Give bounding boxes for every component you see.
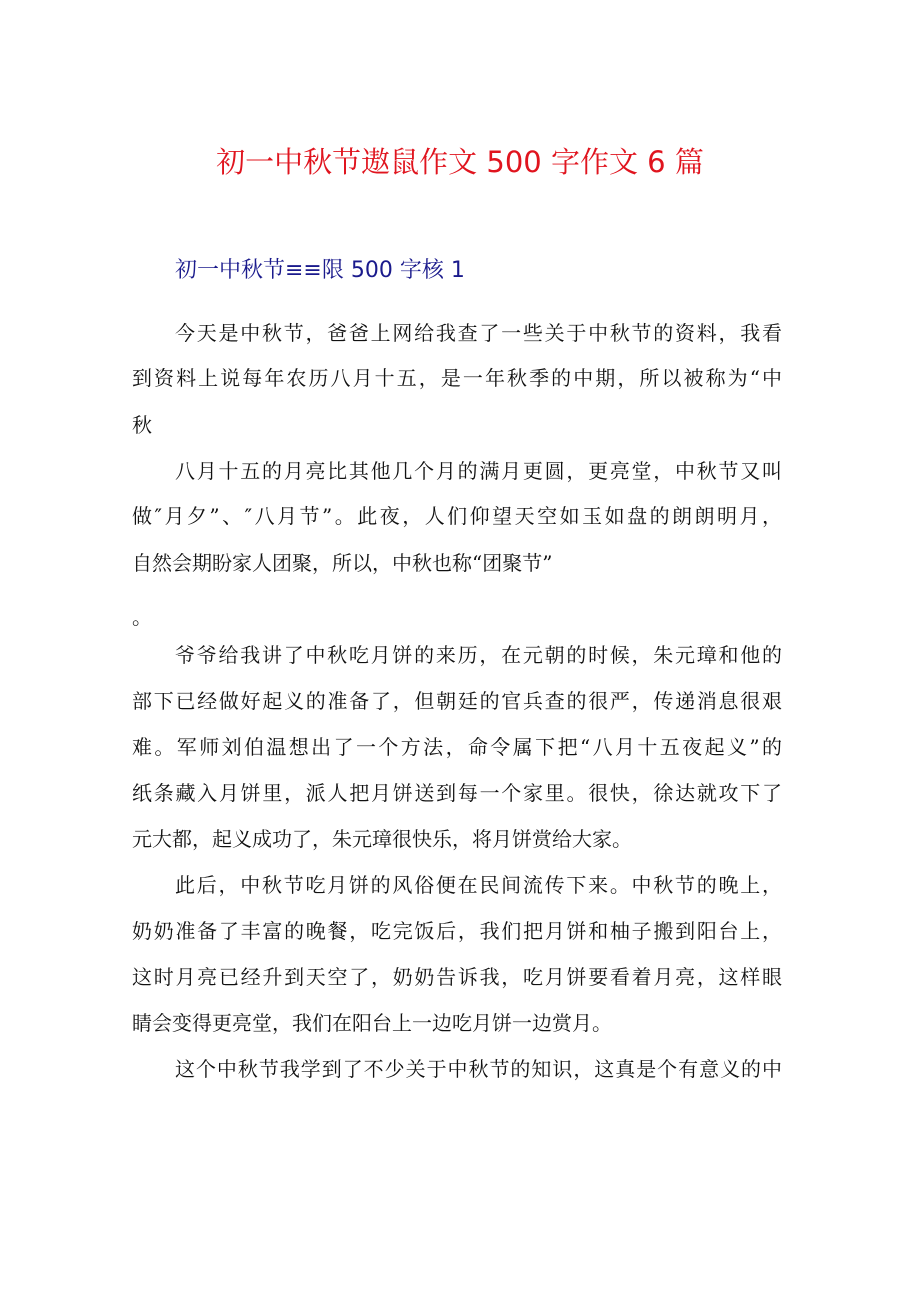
text-line: 奶奶准备了丰富的晚餐，吃完饭后，我们把月饼和柚子搬到阳台上， (132, 919, 782, 943)
text-line: 爷爷给我讲了中秋吃月饼的来历，在元朝的时候，朱元璋和他的 (175, 643, 782, 667)
text-line: 这个中秋节我学到了不少关于中秋节的知识，这真是个有意义的中 (175, 1057, 782, 1081)
text-line: 自然会期盼家人团聚，所以，中秋也称“团聚节” (132, 551, 553, 575)
text-line: 纸条藏入月饼里，派人把月饼送到每一个家里。很快，徐达就攻下了 (132, 781, 782, 805)
text-line: 今天是中秋节，爸爸上网给我查了一些关于中秋节的资料，我看 (175, 321, 782, 345)
text-line: 。 (132, 605, 152, 629)
section-heading: 初一中秋节≡≡限 500 字核 1 (175, 258, 465, 283)
text-line: 部下已经做好起义的准备了，但朝廷的官兵查的很严，传递消息很艰 (132, 689, 782, 713)
text-line: 秋 (132, 413, 152, 437)
text-line: 元大都，起义成功了，朱元璋很快乐，将月饼赏给大家。 (132, 827, 632, 851)
text-line: 难。军师刘伯温想出了一个方法，命令属下把“八月十五夜起义”的 (132, 735, 782, 759)
text-line: 睛会变得更亮堂，我们在阳台上一边吃月饼一边赏月。 (132, 1011, 612, 1035)
text-line: 到资料上说每年农历八月十五，是一年秋季的中期，所以被称为“中 (132, 366, 782, 390)
text-line: 做″月夕”、″八月节”。此夜，人们仰望天空如玉如盘的朗朗明月， (132, 504, 782, 528)
text-line: 这时月亮已经升到天空了，奶奶告诉我，吃月饼要看着月亮，这样眼 (132, 965, 782, 989)
text-line: 此后，中秋节吃月饼的风俗便在民间流传下来。中秋节的晚上， (175, 873, 782, 897)
document-title: 初一中秋节遨鼠作文 500 字作文 6 篇 (216, 145, 704, 179)
text-line: 八月十五的月亮比其他几个月的满月更圆，更亮堂，中秋节又叫 (175, 459, 782, 483)
